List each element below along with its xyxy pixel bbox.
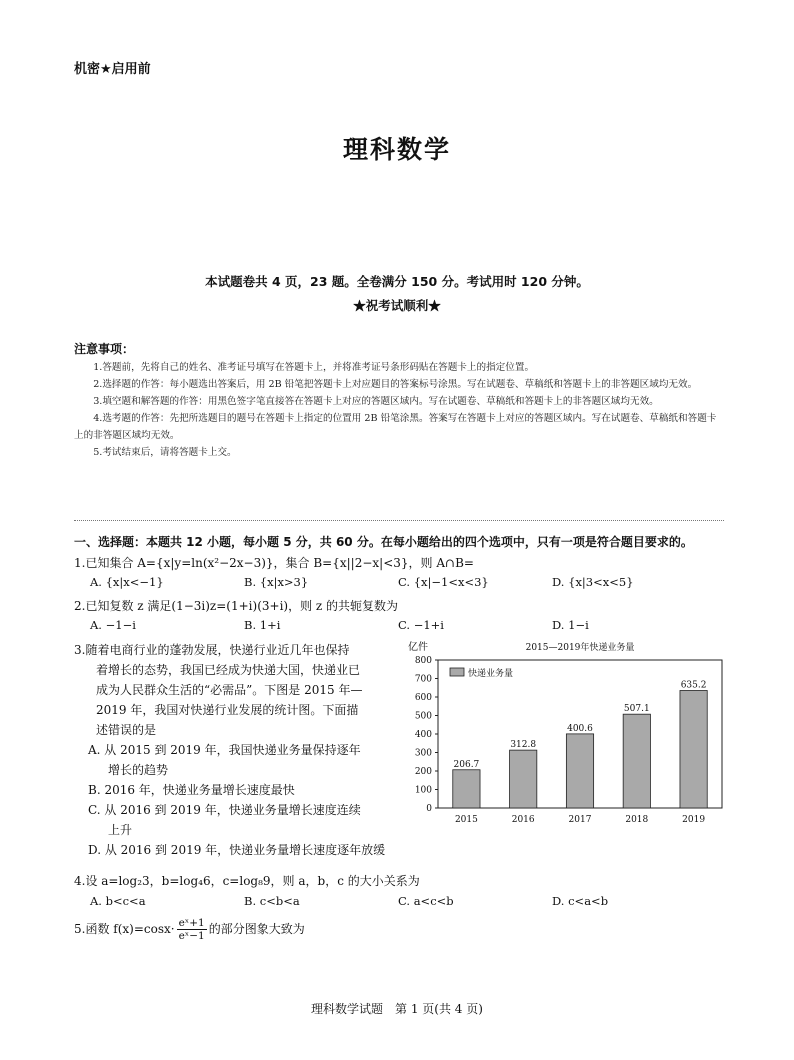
y-tick-label: 700 — [414, 674, 432, 685]
bar-data-label: 206.7 — [453, 759, 480, 770]
question-2-stem: 2.已知复数 z 满足(1−3i)z=(1+i)(3+i)，则 z 的共轭复数为 — [74, 599, 399, 613]
good-luck-line: ★祝考试顺利★ — [353, 298, 441, 313]
question-2-option-a: A. −1−i — [90, 618, 136, 632]
notice-item: 2.选择题的作答：每小题选出答案后，用 2B 铅笔把答题卡上对应题目的答案标号涂黑。写在试题卷、草稿纸和答题卡上的非答题区域均无效。 — [93, 379, 698, 390]
question-2-option-c: C. −1+i — [398, 618, 444, 632]
bar-data-label: 635.2 — [680, 680, 707, 691]
question-1-option-b: B. {x|x>3} — [244, 575, 309, 589]
chart-svg — [404, 636, 730, 836]
x-tick-label: 2015 — [454, 815, 478, 825]
bar-data-label: 312.8 — [510, 740, 537, 751]
question-3-stem-line: 述错误的是 — [96, 723, 157, 737]
legend-label: 快递业务量 — [468, 669, 514, 679]
y-tick-label: 400 — [414, 730, 432, 740]
bar — [623, 714, 650, 808]
notice-item: 4.选考题的作答：先把所选题目的题号在答题卡上指定的位置用 2B 铅笔涂黑。答案写在答题卡上对应的答题区域内。写在试题卷、草稿纸和答题卡上的非答题区域均无效。 — [74, 413, 717, 441]
question-1-option-d: D. {x|3<x<5} — [552, 575, 634, 589]
question-3-option-c: C. 从 2016 到 2019 年，快递业务量增长速度连续 — [88, 803, 361, 817]
bar-data-label: 507.1 — [623, 704, 650, 715]
y-tick-label: 500 — [414, 711, 432, 722]
question-5-stem — [74, 917, 305, 942]
question-2-option-d: D. 1−i — [552, 618, 589, 632]
page-title: 理科数学 — [342, 135, 451, 164]
question-4-option-a: A. b<c<a — [90, 894, 146, 908]
bar-data-label: 400.6 — [567, 723, 593, 734]
question-3-option-a-cont: 增长的趋势 — [108, 763, 169, 777]
question-5-suffix: 的部分图象大致为 — [208, 922, 305, 936]
question-3 — [74, 640, 404, 860]
question-1-option-a: A. {x|x<−1} — [90, 575, 164, 589]
fraction-denominator: eˣ−1 — [178, 930, 205, 942]
page-footer: 理科数学试题 第 1 页(共 4 页) — [311, 1002, 483, 1016]
notice-item: 1.答题前，先将自己的姓名、准考证号填写在答题卡上，并将准考证号条形码贴在答题卡上的指定位置。 — [93, 362, 535, 373]
question-4-option-c: C. a<c<b — [398, 894, 454, 908]
section-divider — [74, 520, 724, 521]
bar — [453, 770, 480, 808]
notice-title: 注意事项： — [74, 342, 135, 356]
fraction — [177, 917, 207, 942]
question-3-stem-line: 3.随着电商行业的蓬勃发展，快递行业近几年也保持 — [74, 643, 350, 657]
question-3-stem-line: 着增长的态势，我国已经成为快递大国，快递业已 — [96, 663, 361, 677]
legend-swatch — [450, 668, 464, 676]
question-3-stem-line: 成为人民群众生活的“必需品”。下图是 2015 年— — [96, 683, 363, 697]
question-1-option-c: C. {x|−1<x<3} — [398, 575, 489, 589]
x-tick-label: 2016 — [511, 815, 535, 825]
section-heading: 一、选择题：本题共 12 小题，每小题 5 分，共 60 分。在每小题给出的四个选项中，只有一项是符合题目要求的。 — [74, 535, 693, 549]
express-volume-chart — [404, 636, 730, 836]
question-2-option-b: B. 1+i — [244, 618, 281, 632]
notice-item: 5.考试结束后，请将答题卡上交。 — [93, 447, 237, 458]
y-tick-label: 100 — [414, 785, 432, 796]
bar — [680, 690, 707, 808]
confidential-mark: 机密★启用前 — [74, 62, 151, 77]
y-tick-label: 200 — [414, 767, 432, 777]
question-3-stem-line: 2019 年，我国对快递行业发展的统计图。下面描 — [96, 703, 359, 717]
notice-item: 3.填空题和解答题的作答：用黑色签字笔直接答在答题卡上对应的答题区域内。写在试题卷、草稿纸和答题卡上的非答题区域均无效。 — [93, 396, 659, 407]
y-tick-label: 0 — [426, 804, 432, 814]
question-1-stem: 1.已知集合 A={x|y=ln(x²−2x−3)}，集合 B={x||2−x|<3}，则 A∩B= — [74, 556, 474, 570]
x-tick-label: 2019 — [682, 815, 706, 825]
fraction-numerator: eˣ+1 — [178, 917, 205, 929]
y-tick-label: 800 — [414, 656, 432, 666]
question-5-prefix: 5.函数 f(x)=cosx· — [74, 922, 175, 936]
question-4-option-d: D. c<a<b — [552, 894, 609, 908]
x-tick-label: 2018 — [625, 815, 649, 825]
exam-info: 本试题卷共 4 页，23 题。全卷满分 150 分。考试用时 120 分钟。 — [205, 274, 589, 289]
question-4-stem: 4.设 a=log₂3，b=log₄6，c=log₈9，则 a，b，c 的大小关系为 — [74, 874, 420, 888]
question-4-option-b: B. c<b<a — [244, 894, 300, 908]
question-3-option-a: A. 从 2015 到 2019 年，我国快递业务量保持逐年 — [88, 743, 361, 757]
y-tick-label: 300 — [414, 748, 432, 759]
question-3-option-b: B. 2016 年，快递业务量增长速度最快 — [88, 783, 295, 797]
bar — [510, 750, 537, 808]
x-tick-label: 2017 — [568, 815, 592, 825]
question-3-option-c-cont: 上升 — [108, 823, 133, 837]
bar — [566, 734, 593, 808]
chart-title: 2015—2019年快递业务量 — [525, 643, 635, 653]
notice-list — [74, 359, 724, 461]
y-tick-label: 600 — [414, 693, 432, 703]
y-axis-label: 亿件 — [408, 642, 428, 653]
question-3-option-d: D. 从 2016 到 2019 年，快递业务量增长速度逐年放缓 — [88, 843, 386, 857]
